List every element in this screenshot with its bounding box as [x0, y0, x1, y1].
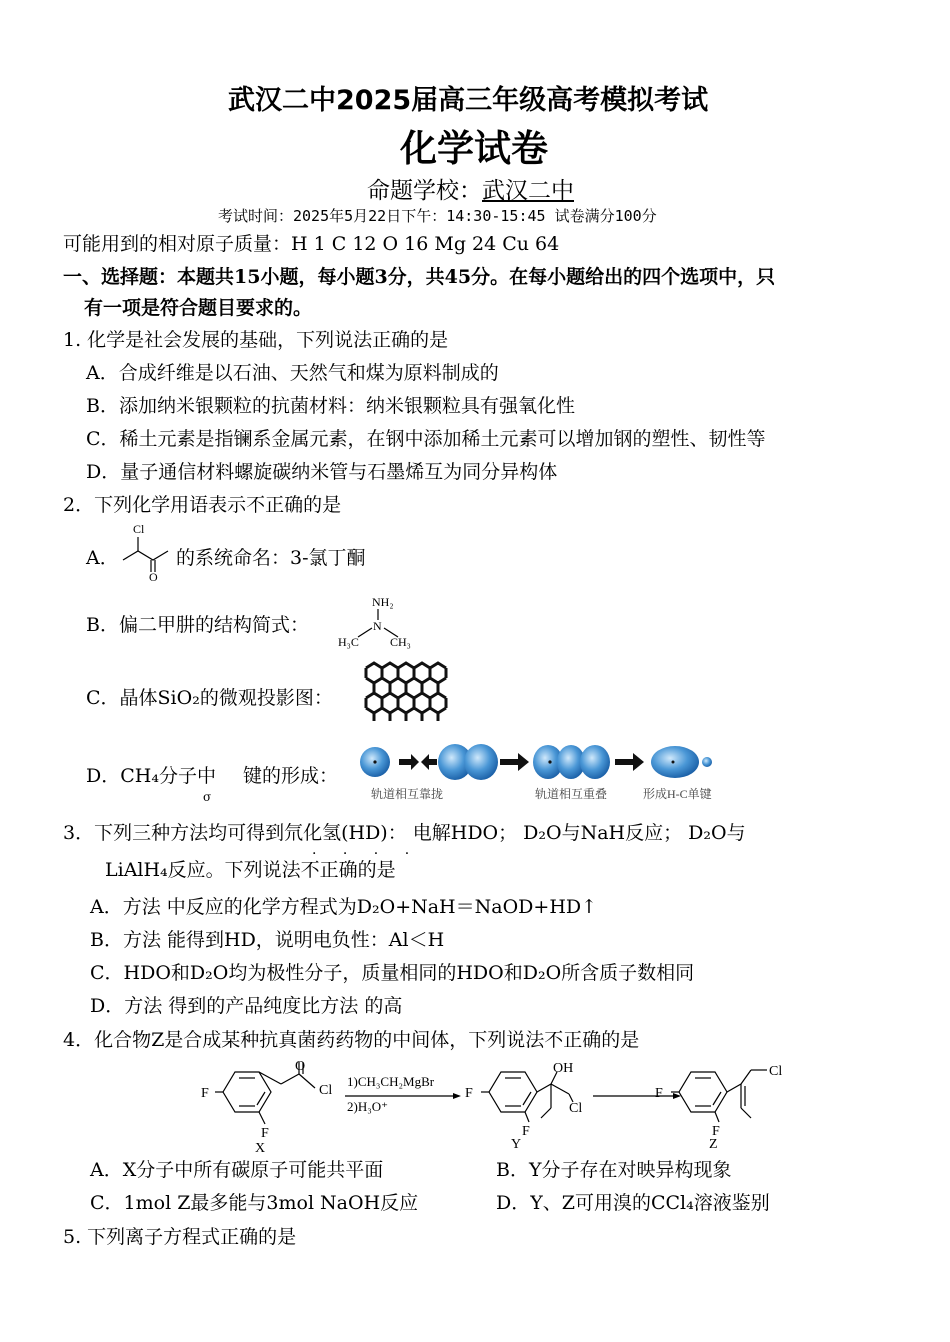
- q4-option-d: D．Y、Z可用溴的CCl₄溶液鉴别: [496, 1192, 770, 1214]
- q1-option-a: A．合成纤维是以石油、天然气和煤为原料制成的: [86, 362, 499, 384]
- reagent-1: 1)CH₃CH₂MgBr: [347, 1074, 435, 1089]
- caption-bond: 形成H-C单键: [643, 787, 712, 801]
- dimethylhydrazine-structure: [336, 592, 421, 652]
- section-heading-line1: 一、选择题：本题共15小题，每小题3分，共45分。在每小题给出的四个选项中，只: [63, 266, 776, 288]
- z-cl: Cl: [769, 1064, 783, 1079]
- q4-option-b: B．Y分子存在对映异构现象: [496, 1159, 732, 1181]
- q3-option-b: B．方法 能得到HD，说明电负性：Al＜H: [90, 929, 445, 951]
- exam-info: 考试时间：2025年5月22日下午：14:30-15:45 试卷满分100分: [218, 207, 657, 225]
- school-name: 武汉二中: [482, 178, 574, 204]
- ch3-right-label: CH₃: [390, 635, 411, 649]
- subject-title: 化学试卷: [400, 127, 548, 170]
- y-cl: Cl: [569, 1101, 583, 1116]
- sigma-symbol: σ: [203, 790, 212, 804]
- q4-option-a: A．X分子中所有碳原子可能共平面: [90, 1159, 384, 1181]
- label-z: Z: [709, 1137, 718, 1152]
- x-f1: F: [201, 1086, 209, 1101]
- z-f2: F: [712, 1124, 720, 1139]
- q4-stem: 4．化合物Z是合成某种抗真菌药药物的中间体，下列说法不正确的是: [63, 1029, 640, 1051]
- q1-option-d: D．量子通信材料螺旋碳纳米管与石墨烯互为同分异构体: [86, 461, 558, 483]
- chloro-ketone-structure: [118, 520, 178, 582]
- q3-stem-line1: 3．下列三种方法均可得到氘化氢(HD)： 电解HDO； D₂O与NaH反应； D₂O与: [63, 822, 746, 844]
- label-x: X: [255, 1141, 266, 1154]
- q2-option-c: C．晶体SiO₂的微观投影图：: [86, 687, 333, 709]
- x-f2: F: [261, 1126, 269, 1141]
- reagent-2: 2)H₃O⁺: [347, 1099, 388, 1114]
- n-label: N: [373, 619, 382, 633]
- q3-option-d: D．方法 得到的产品纯度比方法 的高: [90, 995, 403, 1017]
- caption-approach: 轨道相互靠拢: [371, 787, 444, 801]
- caption-overlap: 轨道相互重叠: [535, 787, 608, 801]
- compound-y-structure: [481, 1072, 573, 1122]
- section-heading-line2: 有一项是符合题目要求的。: [84, 297, 313, 319]
- school-line: [367, 172, 574, 205]
- q2-option-a-text: 的系统命名：3-氯丁酮: [176, 547, 366, 569]
- q4-option-c: C．1mol Z最多能与3mol NaOH反应: [90, 1192, 419, 1214]
- nh2-label: NH₂: [372, 595, 394, 609]
- q2-option-a-label: A．: [86, 547, 119, 569]
- sio2-projection-image: [358, 656, 452, 726]
- exam-title: 武汉二中2025届高三年级高考模拟考试: [228, 85, 709, 116]
- q1-option-c: C．稀土元素是指镧系金属元素，在钢中添加稀土元素可以增加钢的塑性、韧性等: [86, 428, 766, 450]
- y-f1: F: [465, 1086, 473, 1101]
- q5-stem: 5. 下列离子方程式正确的是: [63, 1226, 297, 1248]
- ch3-left-label: H₃C: [338, 635, 359, 649]
- atomic-masses: 可能用到的相对原子质量：H 1 C 12 O 16 Mg 24 Cu 64: [63, 233, 560, 255]
- q2-option-b: B．偏二甲肼的结构简式：: [86, 614, 309, 636]
- sigma-bond-formation-image: [355, 740, 725, 806]
- o-label: O: [149, 570, 158, 582]
- cl-label: Cl: [133, 522, 145, 536]
- q2-option-d-part1: D．CH₄分子中: [86, 765, 216, 787]
- compound-z-structure: [671, 1070, 767, 1122]
- reaction-scheme: [195, 1058, 795, 1154]
- x-o: O: [295, 1059, 306, 1074]
- label-y: Y: [511, 1137, 522, 1152]
- q3-option-c: C．HDO和D₂O均为极性分子，质量相同的HDO和D₂O所含质子数相同: [90, 962, 695, 984]
- school-label: 命题学校：: [367, 178, 482, 204]
- q3-stem-line2: LiAlH₄反应。下列说法不正确的是: [105, 859, 396, 881]
- q1-stem: 1. 化学是社会发展的基础，下列说法正确的是: [63, 329, 449, 351]
- q1-option-b: B．添加纳米银颗粒的抗菌材料：纳米银颗粒具有强氧化性: [86, 395, 575, 417]
- z-f1: F: [655, 1086, 663, 1101]
- x-cl: Cl: [319, 1083, 333, 1098]
- q3-option-a: A．方法 中反应的化学方程式为D₂O+NaH＝NaOD+HD↑: [90, 896, 598, 918]
- q2-stem: 2．下列化学用语表示不正确的是: [63, 494, 342, 516]
- emphasis-dots: · · · ·: [312, 846, 421, 862]
- y-f2: F: [522, 1124, 530, 1139]
- y-oh: OH: [553, 1061, 574, 1076]
- q2-option-d-part2: 键的形成：: [243, 765, 339, 787]
